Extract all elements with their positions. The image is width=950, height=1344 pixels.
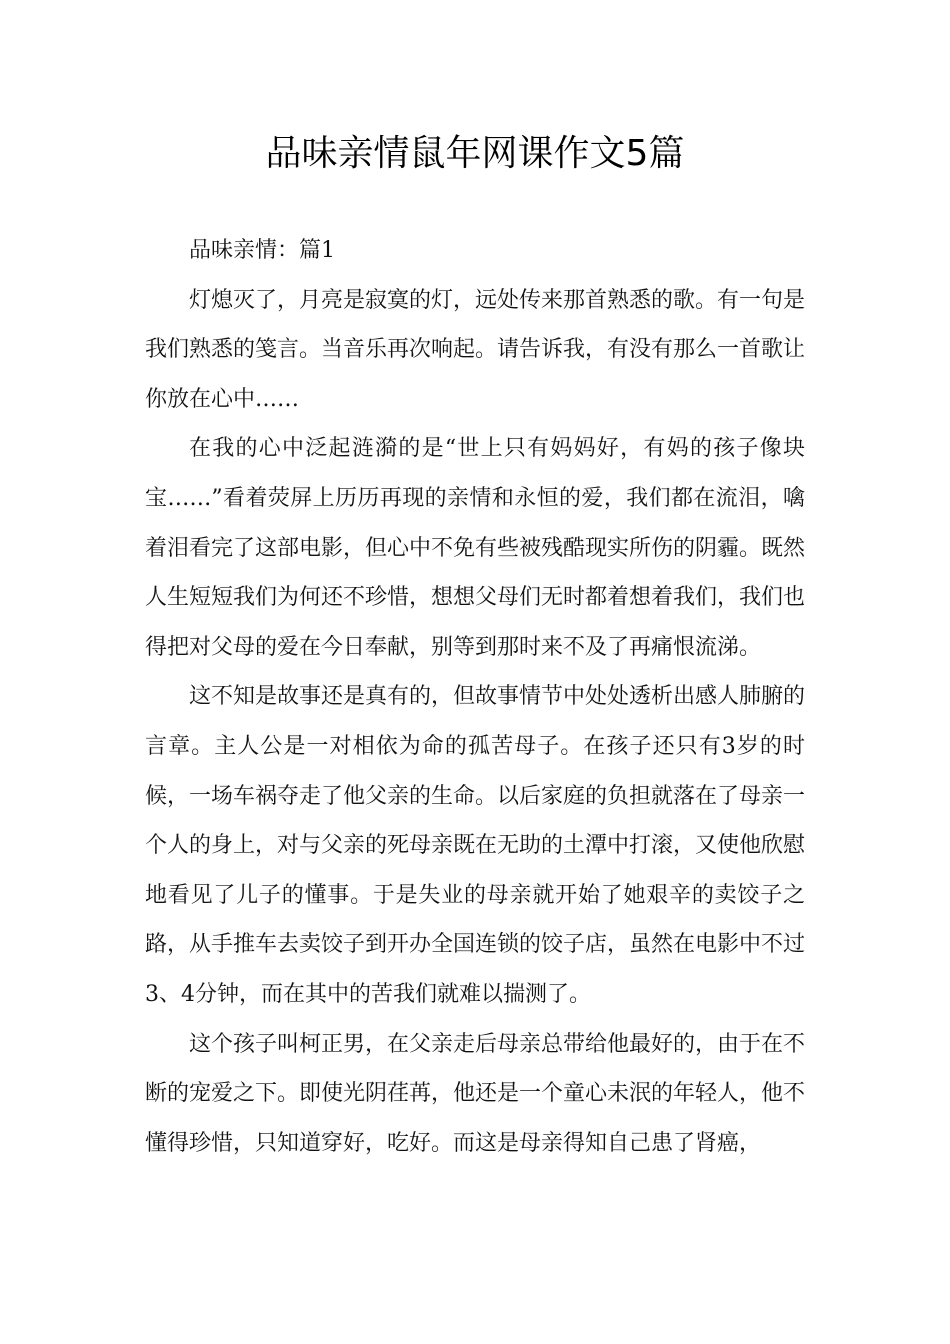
section-heading: 品味亲情：篇1 [189, 238, 335, 263]
body-paragraph: 这个孩子叫柯正男，在父亲走后母亲总带给他最好的，由于在不断的宠爱之下。即使光阴荏苒，他还是一个童心未泯的年轻人，他不懂得珍惜，只知道穿好，吃好。而这是母亲得知自己患了肾癌， [145, 1031, 806, 1156]
body-paragraph: 在我的心中泛起涟漪的是“世上只有妈妈好，有妈的孩子像块宝……”看着荧屏上历历再现的亲情和永恒的爱，我们都在流泪，噙着泪看完了这部电影，但心中不免有些被残酷现实所伤的阴霾。既然人生短短我们为何还不珍惜，想想父母们无时都着想着我们，我们也得把对父母的爱在今日奉献，别等到那时来不及了再痛恨流涕。 [145, 436, 806, 660]
document-body [145, 226, 805, 1168]
body-paragraph: 这不知是故事还是真有的，但故事情节中处处透析出感人肺腑的言章。主人公是一对相依为命的孤苦母子。在孩子还只有3岁的时候，一场车祸夺走了他父亲的生命。以后家庭的负担就落在了母亲一个人的身上，对与父亲的死母亲既在无助的土潭中打滚，又使他欣慰地看见了儿子的懂事。于是失业的母亲就开始了她艰辛的卖饺子之路，从手推车去卖饺子到开办全国连锁的饺子店，虽然在电影中不过3、4分钟，而在其中的苦我们就难以揣测了。 [145, 684, 806, 1007]
document-title: 品味亲情鼠年网课作文5篇 [265, 133, 685, 174]
body-paragraph: 灯熄灭了，月亮是寂寞的灯，远处传来那首熟悉的歌。有一句是我们熟悉的笺言。当音乐再次响起。请告诉我，有没有那么一首歌让你放在心中…… [145, 287, 806, 412]
